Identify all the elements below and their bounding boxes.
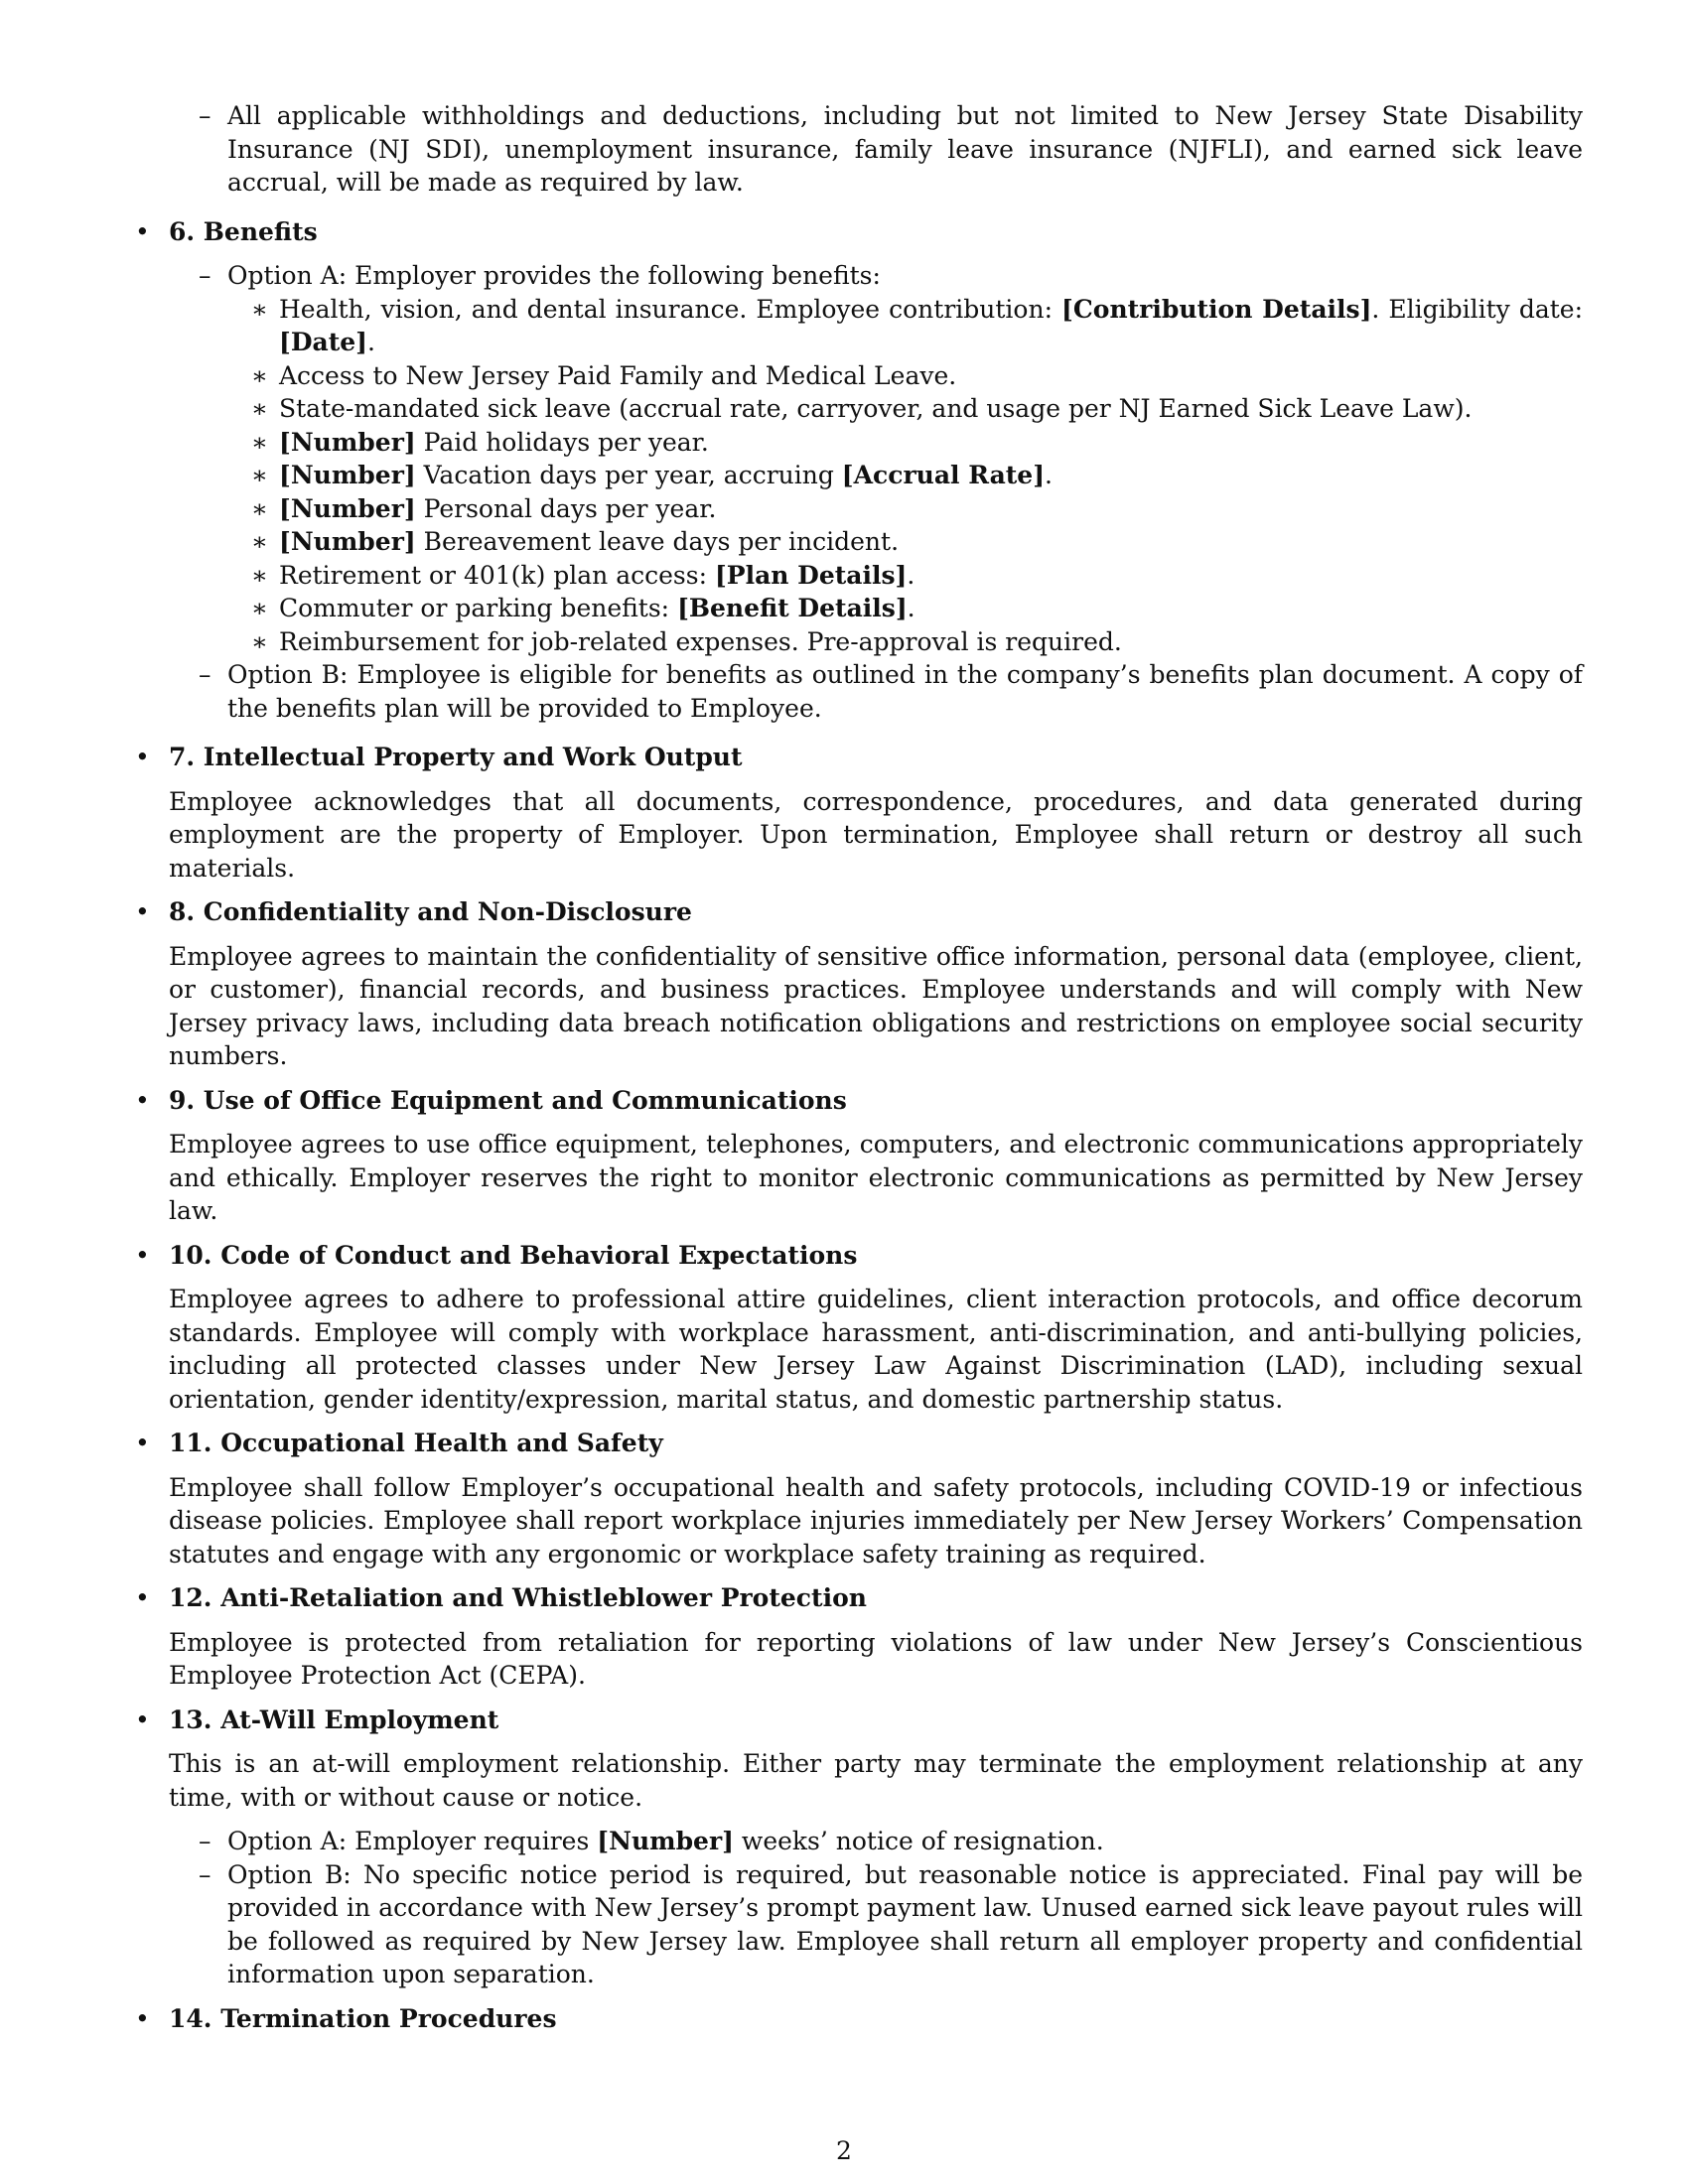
section-termination [131,2002,1583,2036]
star-marker: ∗ [251,527,268,556]
section-body: Employee shall follow Employer’s occupational health and safety protocols, including COVID-19 or infectious disease policies. Employee shall report workplace injuries immediately per New Jersey Workers’ Compensation statutes and engage with any ergonomic or workplace safety training as required. [169,1472,1583,1569]
placeholder-field: [Number] [597,1827,734,1855]
section-office-equipment [131,1084,1583,1228]
benefit-text: . Eligibility date: [1371,294,1584,324]
benefit-text: Retirement or 401(k) plan access: [279,560,715,590]
option-text: Option B: No specific notice period is required, but reasonable notice is appreciated. Final pay will be provided in accordance with New Jersey’s prompt payment law. Unused earned sick leave payout rules will be followed as required by New Jersey law. Employee shall return all employer property and confidential information upon separation. [227,1859,1583,1988]
dash-marker: – [199,261,211,290]
section-body: This is an at-will employment relationship. Either party may terminate the employment relationship at any time, with or without cause or notice. [169,1749,1583,1812]
benefit-text: Access to New Jersey Paid Family and Medical Leave. [279,360,957,390]
bullet-marker: • [135,216,150,246]
page-number: 2 [836,2136,852,2165]
section-body: Employee agrees to use office equipment, telephones, computers, and electronic communications appropriately and ethically. Employer reserves the right to monitor electronic communications as permitted by New Jersey law. [169,1130,1583,1225]
section-confidentiality [131,895,1583,1073]
option-text: weeks’ notice of resignation. [733,1827,1104,1855]
dash-marker: – [199,1859,211,1889]
option-b-text: Option B: Employee is eligible for benefits as outlined in the company’s benefits plan document. A copy of the benefits plan will be provided to Employee. [227,660,1583,723]
option-a-text: Option A: Employer provides the following benefits: [227,261,881,290]
benefit-text: Personal days per year. [415,493,717,523]
section-benefits [131,215,1583,726]
bullet-marker: • [135,1583,150,1612]
benefit-item-holidays [169,426,1583,460]
star-marker: ∗ [251,394,268,423]
section-title: 12. Anti-Retaliation and Whistleblower Protection [169,1583,867,1612]
benefit-item-sick-leave [169,392,1583,426]
benefit-text: Commuter or parking benefits: [279,594,678,622]
benefit-item-personal-days [169,492,1583,526]
section-title: 13. At-Will Employment [169,1705,499,1734]
notice-option-a [169,1825,1583,1858]
notice-options [169,1825,1583,1991]
bullet-marker: • [135,1705,150,1734]
option-b [169,658,1583,725]
placeholder-field: [Number] [279,527,416,556]
benefit-item-insurance [169,293,1583,359]
benefit-text: Health, vision, and dental insurance. Employee contribution: [279,294,1062,324]
section-body: Employee agrees to adhere to professional attire guidelines, client interaction protocols, and office decorum standards. Employee will comply with workplace harassment, anti-discrimination, and anti-bullying policies, including all protected classes under New Jersey Law Against Discrimination (LAD), including sexual orientation, gender identity/expression, marital status, and domestic partnership status. [169,1285,1583,1414]
placeholder-field: [Number] [279,427,416,457]
section-body: Employee is protected from retaliation for reporting violations of law under New Jersey’s Conscientious Employee Protection Act (CEPA). [169,1627,1583,1690]
star-marker: ∗ [251,461,268,489]
section-title: 7. Intellectual Property and Work Output [169,743,743,771]
page-content [131,99,1583,2046]
section-title: 6. Benefits [169,216,318,246]
benefit-text: . [907,594,915,622]
dash-marker: – [199,1827,211,1855]
section-at-will [131,1704,1583,1991]
benefit-item-reimbursement [169,625,1583,659]
star-marker: ∗ [251,560,268,590]
section-health-safety [131,1427,1583,1570]
benefit-text: . [907,560,915,590]
benefit-item-family-leave [169,359,1583,393]
benefit-item-vacation [169,459,1583,492]
star-marker: ∗ [251,294,268,324]
dash-marker: – [199,101,211,130]
benefit-text: Paid holidays per year. [415,427,709,457]
withholdings-item [169,99,1583,200]
placeholder-field: [Date] [279,328,367,356]
star-marker: ∗ [251,493,268,523]
star-marker: ∗ [251,427,268,457]
benefits-options [169,259,1583,725]
dash-marker: – [199,660,211,689]
bullet-marker: • [135,897,150,926]
benefit-text: Vacation days per year, accruing [415,461,842,489]
bullet-marker: • [135,1240,150,1270]
benefit-text: Bereavement leave days per incident. [415,527,900,556]
section-title: 11. Occupational Health and Safety [169,1429,663,1457]
placeholder-field: [Number] [279,461,416,489]
bullet-marker: • [135,743,150,771]
bullet-marker: • [135,1085,150,1115]
section-title: 14. Termination Procedures [169,2003,557,2033]
placeholder-field: [Plan Details] [714,560,908,590]
benefit-text: State-mandated sick leave (accrual rate, carryover, and usage per NJ Earned Sick Leave Law). [279,394,1473,423]
section-body: Employee agrees to maintain the confidentiality of sensitive office information, personal data (employee, client, or customer), financial records, and business practices. Employee understands and will comply with New Jersey privacy laws, including data breach notification obligations and restrictions on employee social security numbers. [169,941,1583,1070]
section-title: 8. Confidentiality and Non-Disclosure [169,897,692,926]
placeholder-field: [Benefit Details] [677,594,908,622]
section-code-of-conduct [131,1239,1583,1417]
option-a [169,259,1583,293]
placeholder-field: [Accrual Rate] [841,461,1046,489]
benefit-text: . [1045,461,1053,489]
section-body: Employee acknowledges that all documents, correspondence, procedures, and data generated during employment are the property of Employer. Upon termination, Employee shall return or destroy all such materials. [169,786,1583,883]
notice-option-b [169,1858,1583,1991]
placeholder-field: [Contribution Details] [1061,294,1372,324]
benefit-text: . [367,328,375,356]
star-marker: ∗ [251,360,268,390]
star-marker: ∗ [251,626,268,656]
benefit-text: Reimbursement for job-related expenses. Pre-approval is required. [279,626,1122,656]
benefit-item-bereavement [169,525,1583,559]
bullet-marker: • [135,2003,150,2033]
benefit-item-retirement [169,559,1583,593]
section-title: 9. Use of Office Equipment and Communications [169,1085,847,1115]
bullet-marker: • [135,1429,150,1457]
benefit-item-commuter [169,592,1583,625]
star-marker: ∗ [251,594,268,622]
section-anti-retaliation [131,1581,1583,1693]
section-title: 10. Code of Conduct and Behavioral Expectations [169,1240,858,1270]
placeholder-field: [Number] [279,493,416,523]
withholdings-text: All applicable withholdings and deductions, including but not limited to New Jersey State Disability Insurance (NJ SDI), unemployment insurance, family leave insurance (NJFLI), and earned sick leave accrual, will be made as required by law. [227,101,1583,197]
option-text: Option A: Employer requires [227,1827,598,1855]
section-intellectual-property [131,741,1583,885]
